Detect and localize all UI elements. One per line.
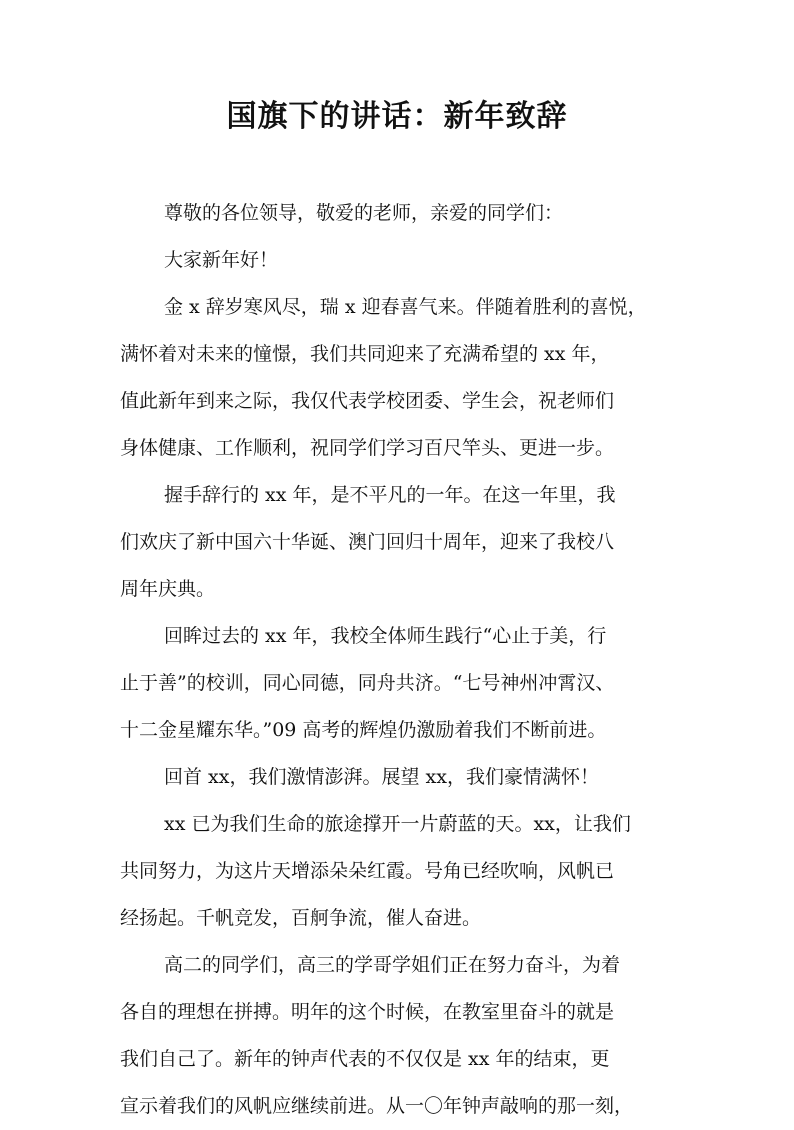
text-line: 身体健康、工作顺利，祝同学们学习百尺竿头、更进一步。 <box>120 437 615 459</box>
text-line: 们欢庆了新中国六十华诞、澳门回归十周年，迎来了我校八 <box>120 531 615 553</box>
text-line: 值此新年到来之际，我仅代表学校团委、学生会，祝老师们 <box>120 390 615 412</box>
text-line: 满怀着对未来的憧憬，我们共同迎来了充满希望的 xx 年， <box>120 343 610 365</box>
text-line: 回首 xx，我们激情澎湃。展望 xx，我们豪情满怀！ <box>164 766 599 788</box>
document-title: 国旗下的讲话：新年致辞 <box>226 99 568 134</box>
document-body <box>120 190 690 1130</box>
text-line: 宣示着我们的风帆应继续前进。从一〇年钟声敲响的那一刻， <box>120 1095 634 1117</box>
text-line: 经扬起。千帆竞发，百舸争流，催人奋进。 <box>120 907 482 929</box>
text-line: 共同努力，为这片天增添朵朵红霞。号角已经吹响，风帆已 <box>120 860 615 882</box>
text-line: 十二金星耀东华。”09 高考的辉煌仍激励着我们不断前进。 <box>120 719 607 741</box>
text-line: 止于善”的校训，同心同德，同舟共济。“七号神州冲霄汉、 <box>120 672 615 694</box>
text-line: 尊敬的各位领导，敬爱的老师，亲爱的同学们： <box>164 202 564 224</box>
text-line: 大家新年好！ <box>164 249 279 271</box>
text-line: 我们自己了。新年的钟声代表的不仅仅是 xx 年的结束，更 <box>120 1048 610 1070</box>
text-line: xx 已为我们生命的旅途撑开一片蔚蓝的天。xx，让我们 <box>164 813 631 835</box>
text-line: 握手辞行的 xx 年，是不平凡的一年。在这一年里，我 <box>164 484 616 506</box>
text-line: 回眸过去的 xx 年，我校全体师生践行“心止于美，行 <box>164 625 607 647</box>
text-line: 周年庆典。 <box>120 578 216 600</box>
text-line: 高二的同学们，高三的学哥学姐们正在努力奋斗，为着 <box>164 954 621 976</box>
text-line: 金 x 辞岁寒风尽，瑞 x 迎春喜气来。伴随着胜利的喜悦， <box>164 296 647 318</box>
text-line: 各自的理想在拼搏。明年的这个时候，在教室里奋斗的就是 <box>120 1001 615 1023</box>
